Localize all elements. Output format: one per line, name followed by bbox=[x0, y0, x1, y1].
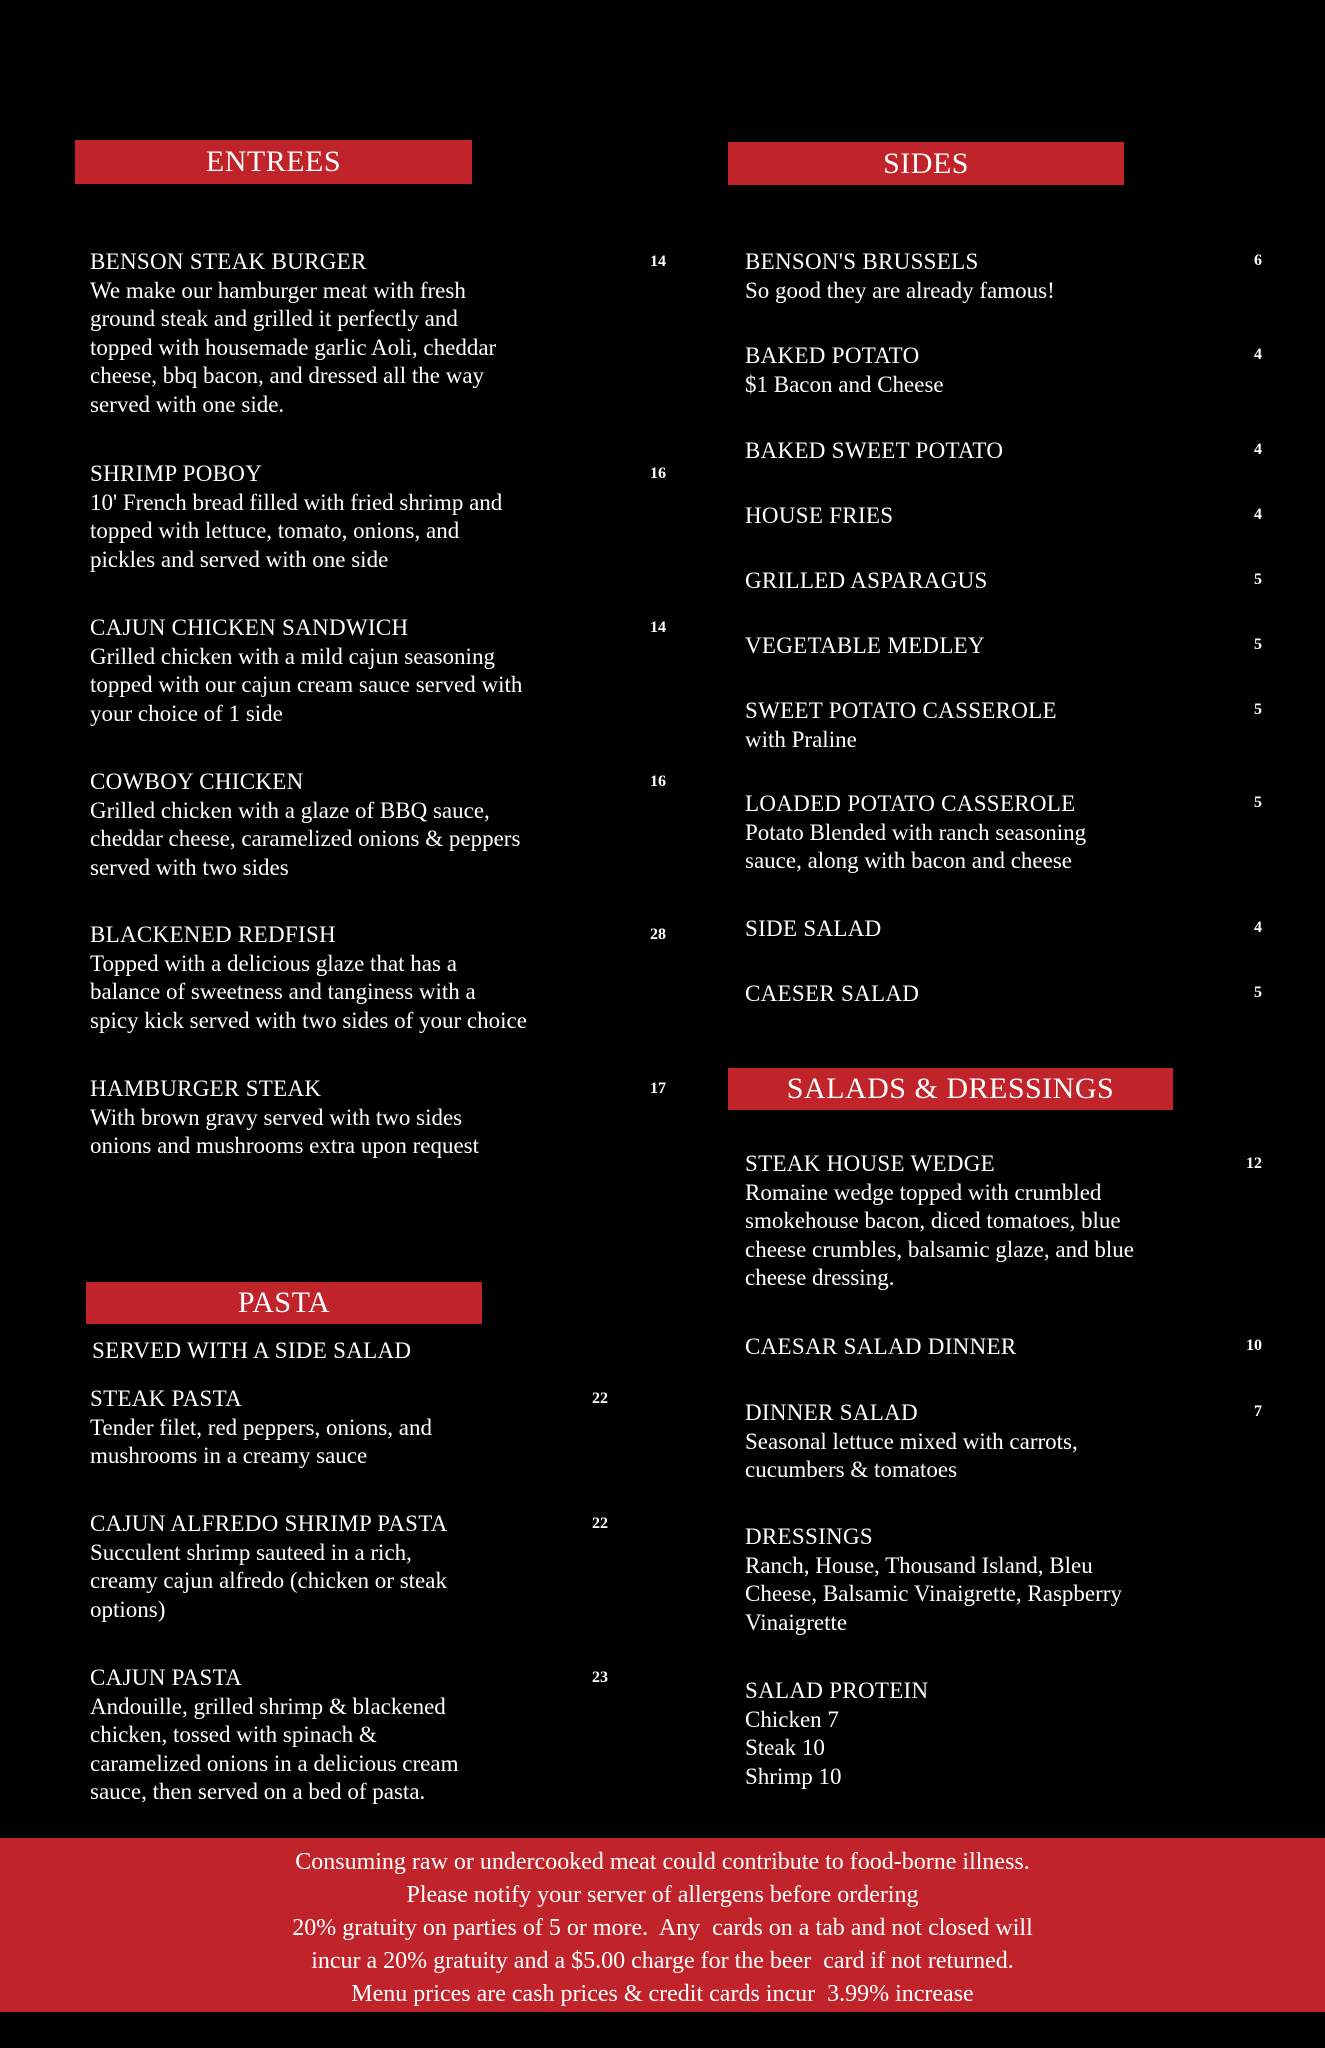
list-item bbox=[745, 437, 1003, 466]
item-description: Topped with a delicious glaze that has a balance of sweetness and tanginess with a spicy kick served with two sides of your choice bbox=[90, 950, 527, 1033]
item-name: CAJUN CHICKEN SANDWICH bbox=[90, 615, 409, 640]
list-item bbox=[745, 915, 882, 944]
salads-header: SALADS & DRESSINGS bbox=[728, 1068, 1173, 1110]
item-description: Grilled chicken with a glaze of BBQ sauce, cheddar cheese, caramelized onions & peppers served with two sides bbox=[90, 797, 521, 880]
sides-header: SIDES bbox=[728, 142, 1124, 185]
list-item bbox=[90, 1385, 432, 1471]
item-description: with Praline bbox=[745, 726, 857, 752]
item-price: 17 bbox=[650, 1080, 666, 1097]
item-price: 5 bbox=[1254, 984, 1262, 1001]
item-name: SIDE SALAD bbox=[745, 916, 882, 941]
list-item bbox=[90, 1664, 458, 1807]
item-price: 23 bbox=[592, 1669, 608, 1686]
item-name: CAESAR SALAD DINNER bbox=[745, 1334, 1017, 1359]
item-name: VEGETABLE MEDLEY bbox=[745, 633, 985, 658]
item-price: 16 bbox=[650, 773, 666, 790]
footer-disclaimer bbox=[0, 1838, 1325, 2012]
item-price: 16 bbox=[650, 465, 666, 482]
item-price: 4 bbox=[1254, 919, 1262, 936]
item-description: With brown gravy served with two sides onions and mushrooms extra upon request bbox=[90, 1104, 480, 1158]
list-item bbox=[90, 768, 520, 882]
item-price: 22 bbox=[592, 1515, 608, 1532]
item-description: Succulent shrimp sauteed in a rich, creamy cajun alfredo (chicken or steak options) bbox=[90, 1539, 447, 1622]
item-name: BAKED POTATO bbox=[745, 343, 920, 368]
item-description: Romaine wedge topped with crumbled smokehouse bacon, diced tomatoes, blue cheese crumbles, balsamic glaze, and blue cheese dressing. bbox=[745, 1179, 1134, 1290]
item-name: BAKED SWEET POTATO bbox=[745, 438, 1004, 463]
item-name: HOUSE FRIES bbox=[745, 503, 894, 528]
item-price: 5 bbox=[1254, 701, 1262, 718]
footer-line: 20% gratuity on parties of 5 or more. Any cards on a tab and not closed will bbox=[292, 1915, 1033, 1941]
item-price: 14 bbox=[650, 619, 666, 636]
item-price: 14 bbox=[650, 253, 666, 270]
item-price: 6 bbox=[1254, 252, 1262, 269]
item-name: LOADED POTATO CASSEROLE bbox=[745, 791, 1076, 816]
item-price: 4 bbox=[1254, 346, 1262, 363]
item-description: Chicken 7 Steak 10 Shrimp 10 bbox=[745, 1706, 842, 1789]
list-item bbox=[745, 632, 985, 661]
item-name: BLACKENED REDFISH bbox=[90, 922, 336, 947]
list-item bbox=[745, 790, 1086, 876]
item-description: Andouille, grilled shrimp & blackened chicken, tossed with spinach & caramelized onions in a delicious cream sauce, then served on a bed of pasta. bbox=[90, 1693, 459, 1804]
list-item bbox=[90, 614, 522, 728]
item-price: 28 bbox=[650, 926, 666, 943]
item-name: BENSON'S BRUSSELS bbox=[745, 249, 979, 274]
pasta-note: SERVED WITH A SIDE SALAD bbox=[92, 1338, 412, 1363]
item-description: Grilled chicken with a mild cajun seasoning topped with our cajun cream sauce served with your choice of 1 side bbox=[90, 643, 523, 726]
item-name: CAJUN PASTA bbox=[90, 1665, 243, 1690]
list-item bbox=[745, 248, 1055, 305]
item-name: CAJUN ALFREDO SHRIMP PASTA bbox=[90, 1511, 448, 1536]
item-description: $1 Bacon and Cheese bbox=[745, 371, 944, 397]
item-name: STEAK HOUSE WEDGE bbox=[745, 1151, 995, 1176]
item-name: BENSON STEAK BURGER bbox=[90, 249, 367, 274]
list-item bbox=[745, 1523, 1122, 1637]
entrees-header: ENTREES bbox=[75, 140, 472, 184]
item-description: We make our hamburger meat with fresh ground steak and grilled it perfectly and topped with housemade garlic Aoli, cheddar cheese, bbq bacon, and dressed all the way served with one side. bbox=[90, 277, 497, 417]
item-price: 12 bbox=[1246, 1155, 1262, 1172]
item-price: 22 bbox=[592, 1390, 608, 1407]
list-item bbox=[90, 1510, 448, 1624]
list-item bbox=[90, 1075, 479, 1161]
list-item bbox=[90, 921, 527, 1035]
list-item bbox=[745, 1333, 1017, 1362]
list-item bbox=[745, 980, 919, 1009]
list-item bbox=[90, 248, 496, 419]
item-description: Seasonal lettuce mixed with carrots, cucumbers & tomatoes bbox=[745, 1428, 1078, 1482]
item-name: DINNER SALAD bbox=[745, 1400, 918, 1425]
item-price: 4 bbox=[1254, 506, 1262, 523]
item-price: 5 bbox=[1254, 636, 1262, 653]
item-name: SHRIMP POBOY bbox=[90, 461, 263, 486]
item-name: HAMBURGER STEAK bbox=[90, 1076, 322, 1101]
item-name: STEAK PASTA bbox=[90, 1386, 243, 1411]
item-price: 7 bbox=[1254, 1403, 1262, 1420]
item-name: CAESER SALAD bbox=[745, 981, 920, 1006]
item-price: 5 bbox=[1254, 571, 1262, 588]
item-name: SWEET POTATO CASSEROLE bbox=[745, 698, 1057, 723]
item-description: 10' French bread filled with fried shrimp and topped with lettuce, tomato, onions, and pickles and served with one side bbox=[90, 489, 503, 572]
item-description: Tender filet, red peppers, onions, and mushrooms in a creamy sauce bbox=[90, 1414, 433, 1468]
footer-line: Consuming raw or undercooked meat could contribute to food-borne illness. bbox=[295, 1849, 1030, 1875]
item-description: Ranch, House, Thousand Island, Bleu Cheese, Balsamic Vinaigrette, Raspberry Vinaigrette bbox=[745, 1552, 1122, 1635]
list-item bbox=[745, 1399, 1078, 1485]
list-item bbox=[745, 1150, 1134, 1293]
list-item bbox=[745, 1677, 928, 1791]
list-item bbox=[745, 567, 988, 596]
item-name: COWBOY CHICKEN bbox=[90, 769, 304, 794]
item-description: Potato Blended with ranch seasoning sauce, along with bacon and cheese bbox=[745, 819, 1087, 873]
item-name: GRILLED ASPARAGUS bbox=[745, 568, 988, 593]
list-item bbox=[745, 342, 944, 399]
footer-line: Please notify your server of allergens before ordering bbox=[406, 1882, 919, 1908]
footer-line: Menu prices are cash prices & credit cards incur 3.99% increase bbox=[351, 1981, 974, 2007]
footer-line: incur a 20% gratuity and a $5.00 charge for the beer card if not returned. bbox=[311, 1948, 1014, 1974]
list-item bbox=[745, 697, 1057, 754]
list-item bbox=[745, 502, 893, 531]
item-description: So good they are already famous! bbox=[745, 277, 1055, 303]
item-price: 4 bbox=[1254, 441, 1262, 458]
item-name: DRESSINGS bbox=[745, 1524, 873, 1549]
item-name: SALAD PROTEIN bbox=[745, 1678, 929, 1703]
list-item bbox=[90, 460, 502, 574]
pasta-header: PASTA bbox=[86, 1282, 482, 1324]
item-price: 10 bbox=[1246, 1337, 1262, 1354]
item-price: 5 bbox=[1254, 794, 1262, 811]
